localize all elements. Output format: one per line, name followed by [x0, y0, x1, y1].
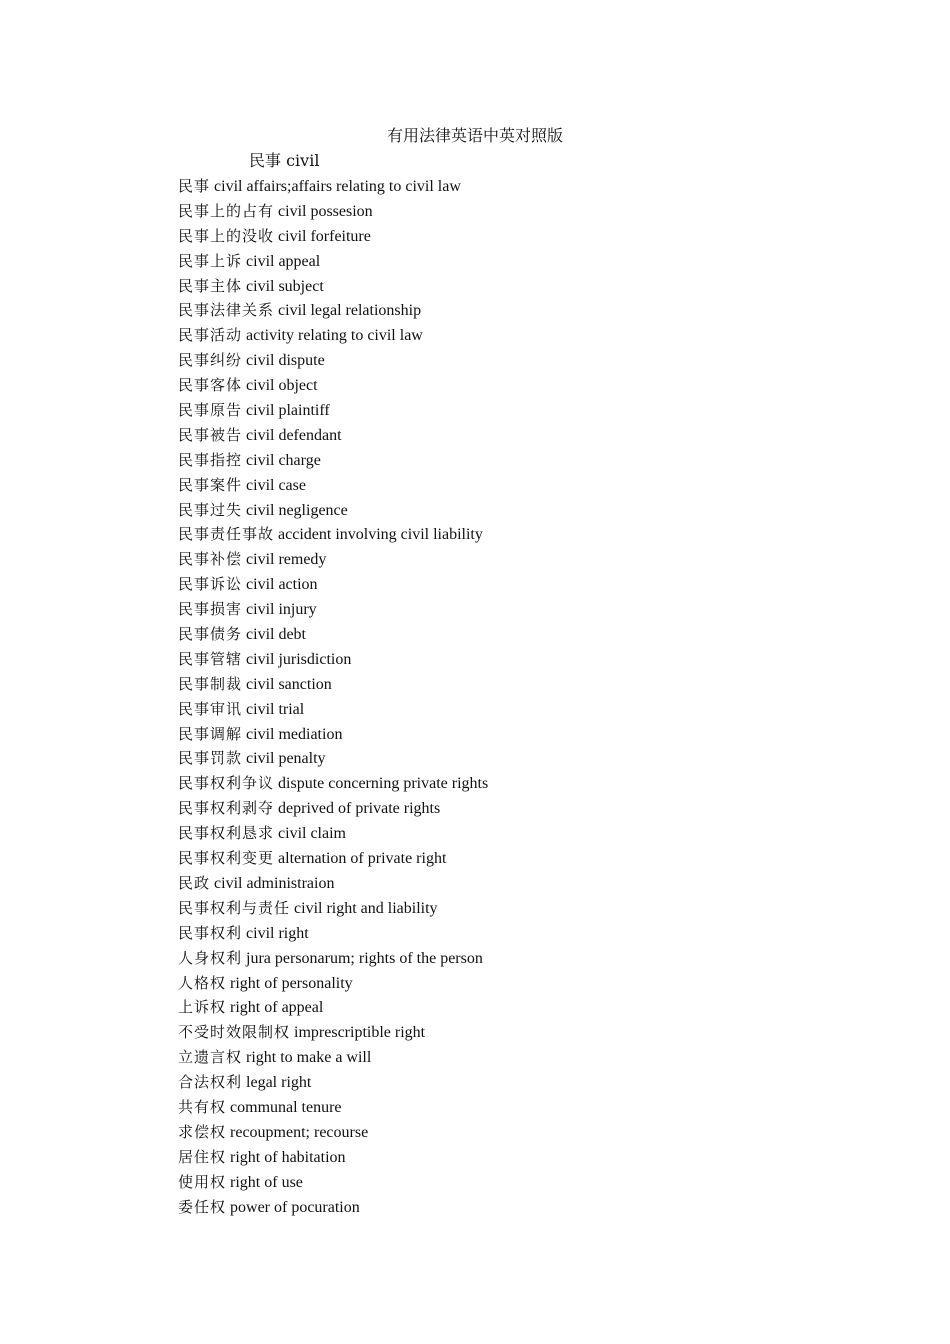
entry-chinese-term: 民事权利 — [178, 923, 243, 942]
entry-english-term: right of personality — [230, 974, 353, 992]
entry-english-term: dispute concerning private rights — [278, 775, 489, 793]
entry-chinese-term: 民事上的占有 — [178, 201, 275, 220]
entry-english-term: civil forfeiture — [278, 227, 371, 245]
glossary-entry — [178, 748, 488, 773]
glossary-entry — [178, 997, 488, 1022]
entry-english-term: civil case — [246, 476, 306, 494]
glossary-entry — [178, 674, 488, 699]
entry-english-term: right of appeal — [230, 999, 324, 1017]
entry-chinese-term: 民事上的没收 — [178, 226, 275, 245]
entry-chinese-term: 民事案件 — [178, 475, 243, 494]
entry-english-term: legal right — [246, 1074, 312, 1092]
glossary-list — [178, 176, 488, 1221]
glossary-entry — [178, 201, 488, 226]
entry-english-term: right of habitation — [230, 1148, 346, 1166]
entry-english-term: civil legal relationship — [278, 302, 422, 320]
glossary-entry — [178, 450, 488, 475]
entry-chinese-term: 民事原告 — [178, 401, 243, 420]
entry-chinese-term: 民事责任事故 — [178, 525, 275, 544]
entry-english-term: power of pocuration — [230, 1198, 360, 1216]
entry-chinese-term: 民事制裁 — [178, 674, 243, 693]
entry-english-term: civil defendant — [246, 426, 342, 444]
glossary-entry — [178, 699, 488, 724]
entry-chinese-term: 人身权利 — [178, 948, 243, 967]
glossary-entry — [178, 1172, 488, 1197]
entry-english-term: civil jurisdiction — [246, 650, 352, 668]
entry-english-term: civil appeal — [246, 252, 321, 270]
entry-english-term: recoupment; recourse — [230, 1123, 369, 1141]
glossary-entry — [178, 724, 488, 749]
entry-english-term: right of use — [230, 1173, 303, 1191]
entry-chinese-term: 委任权 — [178, 1197, 227, 1216]
entry-chinese-term: 民事主体 — [178, 276, 243, 295]
glossary-entry — [178, 425, 488, 450]
entry-chinese-term: 民事诉讼 — [178, 575, 243, 594]
entry-chinese-term: 民事补偿 — [178, 550, 243, 569]
entry-english-term: alternation of private right — [278, 850, 447, 868]
glossary-entry — [178, 251, 488, 276]
entry-english-term: civil action — [246, 576, 318, 594]
glossary-entry — [178, 375, 488, 400]
entry-english-term: civil charge — [246, 451, 321, 469]
entry-english-term: communal tenure — [230, 1098, 342, 1116]
glossary-entry — [178, 1022, 488, 1047]
entry-chinese-term: 合法权利 — [178, 1073, 243, 1092]
glossary-entry — [178, 898, 488, 923]
entry-chinese-term: 共有权 — [178, 1097, 227, 1116]
entry-english-term: activity relating to civil law — [246, 327, 423, 345]
entry-chinese-term: 民政 — [178, 873, 211, 892]
glossary-entry — [178, 325, 488, 350]
entry-chinese-term: 民事权利剥夺 — [178, 799, 275, 818]
glossary-entry — [178, 649, 488, 674]
entry-chinese-term: 民事损害 — [178, 600, 243, 619]
glossary-entry — [178, 1197, 488, 1222]
entry-english-term: civil administraion — [214, 874, 335, 892]
glossary-entry — [178, 948, 488, 973]
entry-chinese-term: 求偿权 — [178, 1122, 227, 1141]
entry-chinese-term: 民事罚款 — [178, 749, 243, 768]
glossary-entry — [178, 400, 488, 425]
glossary-entry — [178, 524, 488, 549]
entry-english-term: imprescriptible right — [294, 1024, 426, 1042]
entry-english-term: accident involving civil liability — [278, 526, 483, 544]
document-title: 有用法律英语中英对照版 — [386, 126, 563, 145]
glossary-entry — [178, 624, 488, 649]
entry-english-term: civil plaintiff — [246, 402, 330, 420]
entry-chinese-term: 立遗言权 — [178, 1048, 243, 1067]
entry-english-term: civil negligence — [246, 501, 348, 519]
entry-chinese-term: 民事指控 — [178, 450, 243, 469]
entry-chinese-term: 民事债务 — [178, 625, 243, 644]
glossary-entry — [178, 500, 488, 525]
glossary-entry — [178, 226, 488, 251]
glossary-entry — [178, 873, 488, 898]
entry-chinese-term: 民事客体 — [178, 376, 243, 395]
glossary-entry — [178, 848, 488, 873]
entry-chinese-term: 不受时效限制权 — [178, 1023, 291, 1042]
entry-english-term: civil claim — [278, 825, 346, 843]
entry-chinese-term: 居住权 — [178, 1147, 227, 1166]
entry-english-term: jura personarum; rights of the person — [246, 949, 483, 967]
glossary-entry — [178, 973, 488, 998]
glossary-entry — [178, 923, 488, 948]
glossary-entry — [178, 1122, 488, 1147]
entry-english-term: civil right — [246, 924, 309, 942]
section-heading: 民事 civil — [249, 151, 320, 170]
entry-english-term: civil mediation — [246, 725, 343, 743]
entry-english-term: civil debt — [246, 626, 306, 644]
entry-chinese-term: 民事权利争议 — [178, 774, 275, 793]
entry-english-term: civil penalty — [246, 750, 326, 768]
entry-english-term: civil dispute — [246, 352, 325, 370]
entry-english-term: civil right and liability — [294, 899, 438, 917]
entry-english-term: civil sanction — [246, 675, 332, 693]
glossary-entry — [178, 599, 488, 624]
entry-chinese-term: 民事审讯 — [178, 699, 243, 718]
entry-chinese-term: 民事过失 — [178, 500, 243, 519]
glossary-entry — [178, 350, 488, 375]
entry-english-term: civil affairs;affairs relating to civil law — [214, 178, 461, 195]
entry-english-term: civil injury — [246, 601, 317, 619]
glossary-entry — [178, 1147, 488, 1172]
entry-chinese-term: 民事权利与责任 — [178, 898, 291, 917]
entry-english-term: civil trial — [246, 700, 305, 718]
glossary-entry — [178, 798, 488, 823]
entry-chinese-term: 民事纠纷 — [178, 351, 243, 370]
entry-chinese-term: 民事上诉 — [178, 251, 243, 270]
entry-chinese-term: 民事权利恳求 — [178, 824, 275, 843]
entry-chinese-term: 民事 — [178, 177, 211, 195]
entry-english-term: civil subject — [246, 277, 324, 295]
entry-english-term: civil remedy — [246, 551, 327, 569]
entry-chinese-term: 民事管辖 — [178, 649, 243, 668]
entry-chinese-term: 民事调解 — [178, 724, 243, 743]
glossary-entry — [178, 1072, 488, 1097]
entry-english-term: civil object — [246, 377, 318, 395]
entry-english-term: right to make a will — [246, 1049, 372, 1067]
glossary-entry — [178, 475, 488, 500]
glossary-entry — [178, 823, 488, 848]
entry-chinese-term: 人格权 — [178, 973, 227, 992]
entry-english-term: civil possesion — [278, 202, 373, 220]
entry-chinese-term: 民事权利变更 — [178, 849, 275, 868]
glossary-entry — [178, 1097, 488, 1122]
entry-chinese-term: 使用权 — [178, 1172, 227, 1191]
glossary-entry — [178, 549, 488, 574]
glossary-entry — [178, 300, 488, 325]
glossary-entry — [178, 574, 488, 599]
entry-chinese-term: 民事法律关系 — [178, 301, 275, 320]
entry-chinese-term: 民事被告 — [178, 425, 243, 444]
entry-chinese-term: 上诉权 — [178, 998, 227, 1017]
entry-chinese-term: 民事活动 — [178, 326, 243, 345]
glossary-entry — [178, 176, 488, 201]
glossary-entry — [178, 1047, 488, 1072]
glossary-entry — [178, 773, 488, 798]
glossary-entry — [178, 276, 488, 301]
entry-english-term: deprived of private rights — [278, 800, 441, 818]
